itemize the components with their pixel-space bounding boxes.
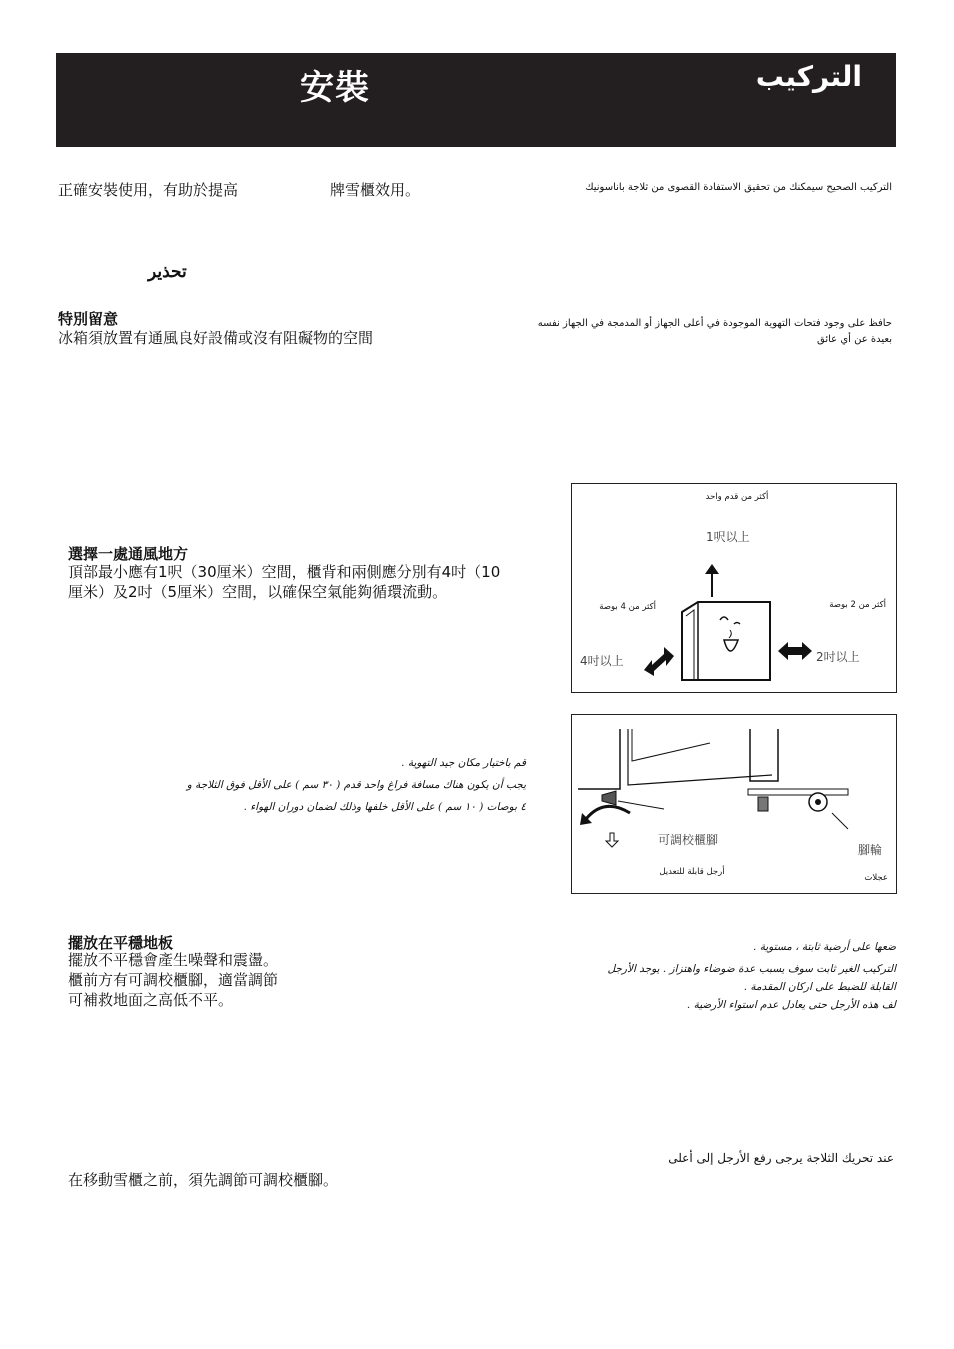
adjustable-feet-ar: أرجل قابلة للتعديل	[659, 867, 725, 877]
moving-zh: 在移動雪櫃之前，須先調節可調校櫃腳。	[68, 1171, 339, 1189]
notice-zh-title: 特別留意	[58, 310, 119, 328]
right-clearance-arrow-icon	[778, 642, 812, 660]
rotate-arrow-icon	[586, 806, 630, 819]
notice-ar-line2: بعيدة عن أي عائق	[817, 334, 892, 345]
clearance-right-ar: أكثر من 2 بوصة	[829, 600, 886, 610]
notice-zh-text: 冰箱須放置有通風良好設備或沒有阻礙物的空間	[58, 329, 374, 347]
adjustable-foot-right	[758, 797, 768, 811]
intro-zh-part1: 正確安裝使用，有助於提高	[58, 181, 239, 199]
ventilation-ar-line1: قم باختيار مكان جيد التهوية .	[401, 757, 526, 769]
clearance-top-ar: أكثر من قدم واحد	[705, 492, 769, 502]
fridge-corner-left	[578, 729, 620, 789]
down-arrow-icon	[606, 833, 618, 847]
wheels-ar: عجلات	[864, 873, 888, 883]
fridge-base	[748, 789, 848, 795]
ventilation-zh-line1: 頂部最小應有1呎（30厘米）空間，櫃背和兩側應分別有4吋（10	[68, 563, 501, 581]
level-ar-line4: لف هذه الأرجل حتى يعادل عدم استواء الأرضية .	[686, 999, 896, 1011]
level-zh-line1: 擺放不平穩會產生噪聲和震盪。	[68, 951, 279, 969]
adjustable-feet-zh: 可調校櫃腳	[658, 833, 719, 847]
level-zh-line3: 可補救地面之高低不平。	[68, 991, 234, 1009]
level-ar-line3: القابلة للضبط على اركان المقدمة .	[743, 981, 896, 993]
ventilation-ar-line3: ٤ بوصات ( ١٠ سم ) على الأقل خلفها وذلك لضمان دوران الهواء .	[243, 801, 526, 813]
level-ar-line2: التركيب الغير ثابت سوف يسبب عدة ضوضاء واهتزاز . يوجد الأرجل	[607, 963, 896, 975]
intro-ar: التركيب الصحيح سيمكنك من تحقيق الاستفادة القصوى من ثلاجة باناسونيك	[585, 182, 892, 193]
foot-pointer-line	[618, 801, 664, 809]
clearance-right-zh: 2吋以上	[816, 650, 860, 664]
left-clearance-arrow-icon	[644, 647, 674, 676]
level-ar-line1: ضعها على أرضية ثابتة ، مستوية .	[753, 941, 896, 953]
adjustable-foot-left	[602, 791, 616, 805]
up-arrow-icon	[705, 564, 719, 597]
fridge-door-edge	[632, 729, 710, 761]
clearance-left-zh: 4吋以上	[580, 654, 624, 668]
page-title-ar: التركيب	[755, 60, 862, 93]
wheels-zh: 腳輪	[858, 843, 883, 857]
clearance-top-zh: 1呎以上	[706, 530, 750, 544]
wheel-hub-icon	[815, 799, 821, 805]
level-zh-line2: 櫃前方有可調校櫃腳，適當調節	[68, 971, 279, 989]
notice-ar-line1: حافظ على وجود فتحات التهوية الموجودة في أعلى الجهاز أو المدمجة في الجهاز نفسه	[537, 318, 892, 329]
intro-zh-part2: 牌雪櫃效用。	[330, 181, 421, 199]
feet-diagram	[571, 714, 897, 894]
level-zh-title: 擺放在平穩地板	[68, 934, 174, 952]
ventilation-ar-line2: يجب أن يكون هناك مسافة فراغ واحد قدم ( ٣٠ سم ) على الأقل فوق الثلاجة و	[186, 779, 526, 791]
page-title-zh: 安裝	[300, 68, 370, 108]
fridge-side-view	[750, 729, 778, 781]
ventilation-zh-title: 選擇一處通風地方	[68, 545, 189, 563]
ventilation-zh-line2: 厘米）及2吋（5厘米）空間，以確保空氣能夠循環流動。	[68, 583, 448, 601]
clearance-diagram	[571, 483, 897, 693]
moving-ar: عند تحريك الثلاجة يرجى رفع الأرجل إلى أعلى	[668, 1151, 894, 1165]
clearance-left-ar: أكثر من 4 بوصة	[599, 602, 656, 612]
warning-ar-title: تحذير	[148, 262, 187, 282]
wheel-pointer-line	[832, 813, 848, 829]
